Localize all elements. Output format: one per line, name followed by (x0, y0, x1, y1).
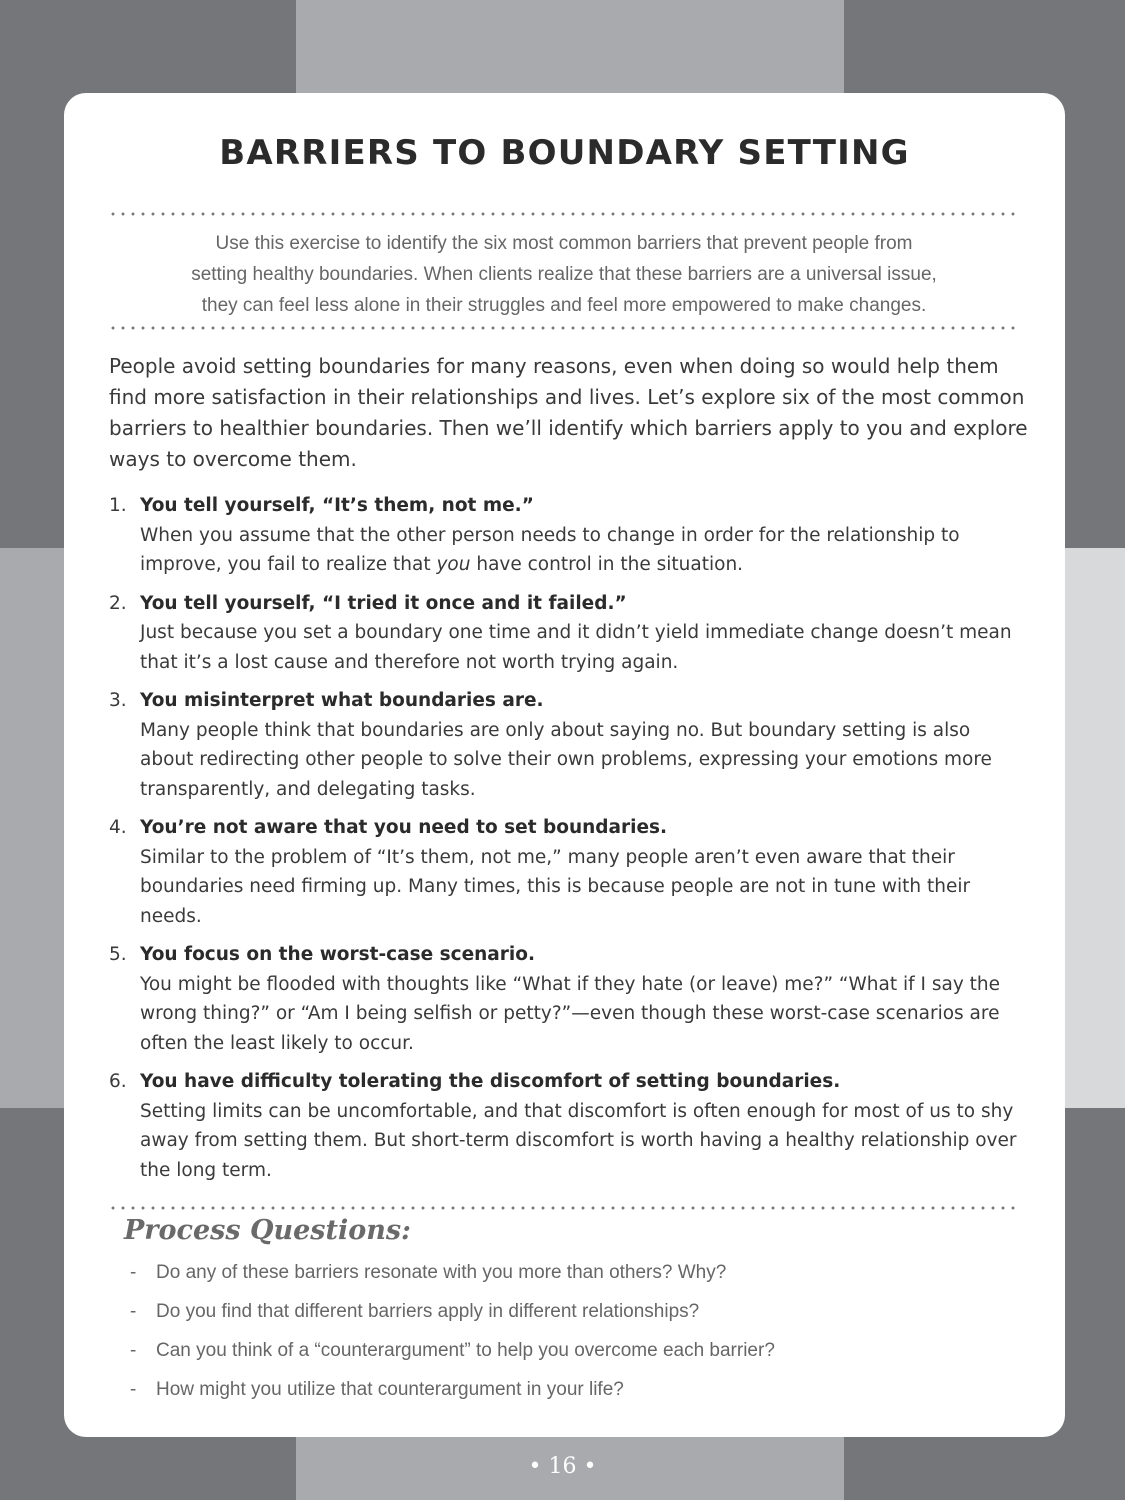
list-number: 4. (109, 817, 127, 838)
question-text: Can you think of a “counterargument” to help you overcome each barrier? (156, 1340, 775, 1361)
barrier-heading: You tell yourself, “I tried it once and it failed.” (140, 592, 627, 614)
intro-line-3: they can feel less alone in their struggles and feel more empowered to make changes. (201, 295, 927, 316)
barrier-description: Similar to the problem of “It’s them, not me,” many people aren’t even aware that their boundaries need firming up. Many times, this is because people are not in tune with their needs. (140, 846, 971, 927)
list-item (109, 491, 1024, 580)
background-block-top (296, 0, 844, 95)
list-item (130, 1259, 775, 1298)
background-block-right (1064, 548, 1125, 1108)
list-item (109, 813, 1024, 931)
barrier-description: You might be flooded with thoughts like “What if they hate (or leave) me?” “What if I say the wrong thing?” or “Am I being selfish or petty?”—even though these worst-case scenarios are often the least likely to occur. (140, 973, 1001, 1054)
question-text: Do any of these barriers resonate with you more than others? Why? (156, 1262, 727, 1283)
barrier-description: Just because you set a boundary one time and it didn’t yield immediate change doesn’t mean that it’s a lost cause and therefore not worth trying again. (140, 622, 1012, 673)
dotted-divider-intro (108, 326, 1018, 330)
question-text: How might you utilize that counterargument in your life? (156, 1379, 624, 1400)
list-item (130, 1298, 775, 1337)
list-number: 2. (109, 592, 127, 614)
worksheet-card (64, 93, 1065, 1437)
list-item (109, 589, 1024, 678)
intro-line-1: Use this exercise to identify the six most common barriers that prevent people from (215, 233, 913, 254)
barrier-description-emphasis: you (436, 554, 471, 575)
list-number: 6. (109, 1071, 127, 1092)
process-questions-title: Process Questions: (124, 1215, 412, 1246)
list-item (130, 1376, 775, 1415)
intro-line-2: setting healthy boundaries. When clients realize that these barriers are a universal issue, (191, 264, 937, 285)
list-number: 5. (109, 944, 127, 965)
barrier-description-part: have control in the situation. (470, 554, 744, 575)
process-questions-list (130, 1259, 775, 1415)
intro-text (124, 228, 1004, 321)
barrier-heading: You tell yourself, “It’s them, not me.” (140, 495, 534, 516)
dotted-divider-process (108, 1206, 1018, 1210)
barrier-description-part: When you assume that the other person needs to change in order for the relationship to improve, you fail to realize that (140, 524, 960, 575)
barrier-description (140, 521, 1024, 580)
dash-bullet: - (130, 1301, 137, 1322)
list-item (109, 940, 1024, 1058)
list-item (109, 1067, 1024, 1185)
barrier-description: Setting limits can be uncomfortable, and that discomfort is often enough for most of us to shy away from setting them. But short-term discomfort is worth having a healthy relationship over the long term. (140, 1100, 1017, 1181)
dash-bullet: - (130, 1340, 137, 1361)
barrier-heading: You’re not aware that you need to set boundaries. (140, 817, 668, 838)
barrier-heading: You have difficulty tolerating the discomfort of setting boundaries. (140, 1071, 841, 1092)
barriers-list (109, 491, 1024, 1194)
dash-bullet: - (130, 1262, 137, 1283)
barrier-heading: You misinterpret what boundaries are. (140, 690, 544, 711)
barrier-description: Many people think that boundaries are only about saying no. But boundary setting is also about redirecting other people to solve their own problems, expressing your emotions more transparently, and delegating tasks. (140, 719, 992, 800)
question-text: Do you find that different barriers apply in different relationships? (156, 1301, 700, 1322)
dotted-divider-top (108, 212, 1018, 216)
page-number: • 16 • (528, 1454, 597, 1479)
barrier-heading: You focus on the worst-case scenario. (140, 944, 535, 965)
list-item (109, 686, 1024, 804)
dash-bullet: - (130, 1379, 137, 1400)
page-title: BARRIERS TO BOUNDARY SETTING (219, 133, 910, 173)
background-block-left (0, 548, 66, 1108)
list-number: 1. (109, 495, 127, 516)
body-paragraph: People avoid setting boundaries for many reasons, even when doing so would help them find more satisfaction in their relationships and lives. Let’s explore six of the most common barriers to healthier boundaries. Then we’ll identify which barriers apply to you and explore ways to overcome them. (109, 354, 1028, 471)
list-item (130, 1337, 775, 1376)
list-number: 3. (109, 690, 127, 711)
